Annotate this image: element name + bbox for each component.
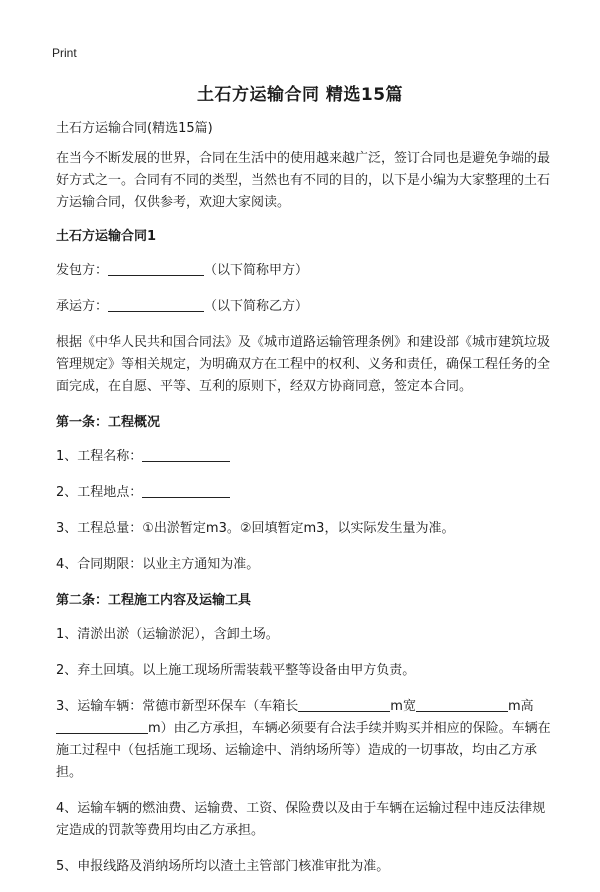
document-body [56, 118, 556, 892]
article2-item3-part-d: m）由乙方承担，车辆必须要有合法手续并购买并相应的保险。车辆在施工过程中（包括施工现场、运输途中、消纳场所等）造成的一切事故，均由乙方承担。 [56, 721, 551, 780]
page-title: 土石方运输合同 精选15篇 [196, 85, 404, 105]
article2-item3-part-a: 3、运输车辆：常德市新型环保车（车箱长 [56, 699, 299, 714]
party-a-label: 发包方： [56, 263, 109, 278]
truck-length-blank [298, 697, 390, 712]
document-subtitle: 土石方运输合同(精选15篇) [56, 121, 213, 136]
party-b-line [56, 296, 556, 318]
article2-item5: 5、申报线路及消纳场所均以渣土主管部门核准审批为准。 [56, 859, 390, 874]
article1-item2-label: 2、工程地点： [56, 485, 143, 500]
party-b-label: 承运方： [56, 299, 109, 314]
print-link[interactable]: Print [52, 46, 77, 60]
article1-item2 [56, 482, 556, 504]
truck-height-blank [56, 719, 148, 734]
article2-item3 [56, 696, 556, 784]
article2-item4: 4、运输车辆的燃油费、运输费、工资、保险费以及由于车辆在运输过程中违反法律规定造成的罚款等费用均由乙方承担。 [56, 801, 546, 838]
article2-item1: 1、清淤出淤（运输淤泥），含卸土场。 [56, 627, 279, 642]
article1-item1-label: 1、工程名称： [56, 449, 143, 464]
party-b-blank [108, 297, 204, 312]
section-title: 土石方运输合同1 [56, 229, 157, 244]
project-name-blank [142, 447, 230, 462]
article1-title: 第一条：工程概况 [56, 415, 161, 430]
project-location-blank [142, 483, 230, 498]
party-b-note: （以下简称乙方） [204, 299, 309, 314]
party-a-blank [108, 261, 204, 276]
article1-item3: 3、工程总量：①出淤暂定m3。②回填暂定m3，以实际发生量为准。 [56, 521, 455, 536]
article2-item2: 2、弃土回填。以上施工现场所需装载平整等设备由甲方负责。 [56, 663, 416, 678]
article1-item1 [56, 446, 556, 468]
article1-item4: 4、合同期限：以业主方通知为准。 [56, 557, 260, 572]
truck-width-blank [416, 697, 508, 712]
article2-item3-part-b: m宽 [390, 699, 416, 714]
article2-title: 第二条：工程施工内容及运输工具 [56, 593, 252, 608]
intro-paragraph: 在当今不断发展的世界，合同在生活中的使用越来越广泛，签订合同也是避免争端的最好方式之一。合同有不同的类型，当然也有不同的目的，以下是小编为大家整理的土石方运输合同，仅供参考，欢迎大家阅读。 [56, 151, 551, 210]
article2-item3-part-c: m高 [507, 699, 534, 714]
party-a-line [56, 260, 556, 282]
party-a-note: （以下简称甲方） [204, 263, 309, 278]
basis-paragraph: 根据《中华人民共和国合同法》及《城市道路运输管理条例》和建设部《城市建筑垃圾管理规定》等相关规定，为明确双方在工程中的权利、义务和责任，确保工程任务的全面完成，在自愿、平等、互利的原则下，经双方协商同意，签定本合同。 [56, 335, 551, 394]
